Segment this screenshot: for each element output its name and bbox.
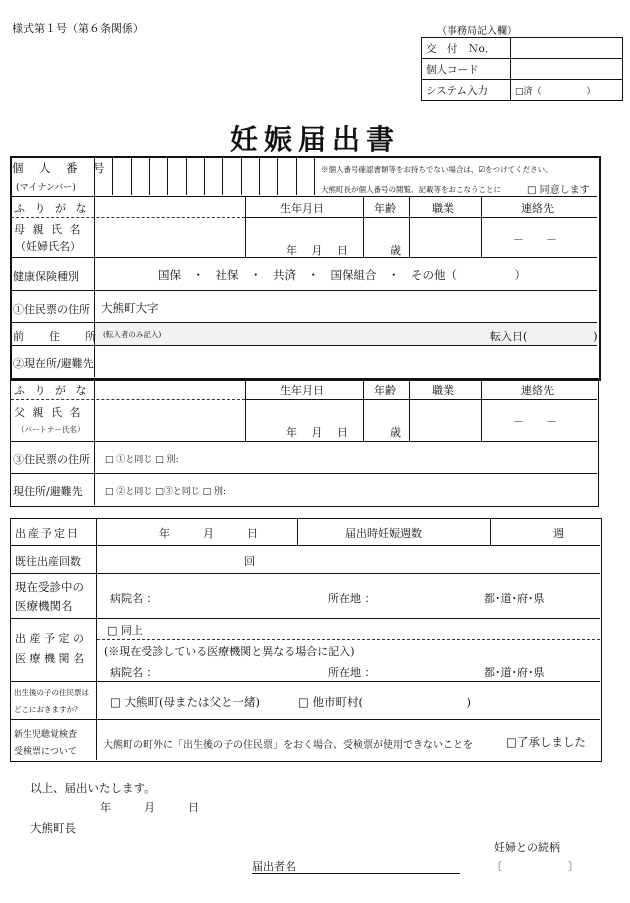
delivery-number-field[interactable] (511, 38, 623, 59)
page-title: 妊娠届出書 (229, 123, 400, 156)
address3-label: ③住民票の住所 (13, 453, 90, 466)
father-birthdate-header: 生年月日 (280, 384, 324, 397)
office-row-label: 交 付 Ｎo． (422, 38, 511, 59)
occupation-header: 職業 (432, 202, 454, 215)
consent-text: 大熊町長が個人番号の閲覧、記載等をおこなうことに (321, 185, 501, 194)
hearing-test-label: 新生児聴覚検査 (14, 730, 78, 740)
office-row-label: システム入力 (422, 80, 511, 101)
other-city-option-checkbox[interactable]: □ 他市町村( ) (298, 695, 471, 709)
birthdate-header: 生年月日 (280, 202, 324, 215)
due-date-field[interactable]: 年 月 日 (159, 527, 258, 540)
mother-name-label: 母 親 氏 名 (14, 223, 83, 236)
child-residence-label-2: どこにおきますか？ (14, 705, 82, 714)
current-address-label: 現住所/避難先 (13, 485, 83, 498)
system-input-field[interactable]: □済（ ） (511, 80, 623, 101)
birth-info-section (10, 518, 602, 762)
planned-prefecture-field[interactable]: 都･道･府･県 (484, 666, 545, 679)
due-date-label: 出産予定日 (15, 527, 80, 540)
mynumber-sub-label: (マイナンバー) (16, 183, 76, 193)
child-residence-label: 出生後の子の住民票は (14, 688, 89, 697)
hearing-test-text: 大熊町の町外に「出生後の子の住民票」をおく場合、受検票が使用できないことを (103, 740, 473, 751)
office-row-label: 個人コード (422, 59, 511, 80)
current-location-field[interactable]: 所在地 ： (328, 592, 376, 605)
father-occupation-header: 職業 (432, 384, 454, 397)
father-birthdate-field[interactable]: 年 月 日 (286, 426, 348, 439)
planned-clinic-label-2: 医 療 機 関 名 (15, 652, 84, 665)
move-in-date-field[interactable]: 転入日( ) (490, 330, 598, 343)
planned-hospital-field[interactable]: 病院名 ： (110, 666, 158, 679)
address1-label: ①住民票の住所 (13, 303, 90, 316)
age-header: 年齢 (374, 202, 396, 215)
address2-label: ②現在所/避難先 (13, 357, 94, 370)
father-age-header: 年齢 (374, 384, 396, 397)
weeks-field[interactable]: 週 (553, 527, 564, 540)
relation-field[interactable]: 〔 〕 (491, 860, 579, 873)
relation-label: 妊婦との続柄 (494, 841, 560, 854)
current-clinic-label-2: 医療機関名 (15, 599, 73, 613)
address1-field[interactable]: 大熊町大字 (101, 301, 159, 315)
prev-address-note: (転入者のみ記入) (103, 330, 162, 339)
applicant-label: 届出者名 (252, 860, 296, 873)
father-contact-field[interactable]: － － (513, 415, 557, 428)
okuma-option-checkbox[interactable]: □ 大熊町(母または父と一緒) (110, 695, 260, 709)
mother-birthdate-field[interactable]: 年 月 日 (286, 244, 348, 257)
father-name-label: 父 親 氏 名 (14, 406, 83, 419)
insurance-options[interactable]: 国保 ・ 社保 ・ 共済 ・ 国保組合 ・ その他（ ） (158, 268, 526, 282)
father-name-field[interactable] (95, 400, 245, 441)
office-use-table (421, 37, 623, 101)
office-use-caption: （事務局記入欄） (437, 26, 517, 37)
office-row (422, 38, 623, 59)
father-contact-header: 連絡先 (521, 384, 554, 397)
prev-address-label: 前 住 所 (13, 330, 97, 343)
addressee-text: 大熊町長 (30, 821, 76, 835)
declaration-text: 以上、届出いたします。 (30, 781, 156, 795)
father-name-sub-label: （パートナー氏名） (17, 425, 85, 434)
current-address-options[interactable]: □ ②と同じ □③と同じ □ 別: (105, 487, 226, 497)
different-clinic-note: (※現在受診している医療機関と異なる場合に記入) (104, 645, 355, 658)
mother-contact-field[interactable]: － － (513, 233, 557, 246)
father-occupation-field[interactable] (410, 400, 481, 441)
office-row (422, 80, 623, 101)
father-age-field[interactable]: 歳 (390, 426, 401, 439)
personal-code-field[interactable] (511, 59, 623, 80)
office-row (422, 59, 623, 80)
address2-field[interactable] (95, 346, 597, 376)
form-number: 様式第１号（第６条関係） (12, 22, 144, 35)
current-clinic-label: 現在受診中の (15, 580, 84, 594)
prev-births-label: 既往出産回数 (15, 555, 81, 568)
mother-occupation-field[interactable] (410, 218, 481, 257)
planned-location-field[interactable]: 所在地 ： (328, 666, 376, 679)
hearing-test-label-2: 受検票について (14, 747, 77, 757)
current-prefecture-field[interactable]: 都･道･府･県 (484, 592, 545, 605)
applicant-signature-line[interactable] (252, 873, 460, 874)
declaration-date-field[interactable]: 年 月 日 (100, 801, 199, 814)
mother-name-field[interactable] (95, 218, 245, 257)
consent-checkbox[interactable]: □ 同意します (527, 185, 590, 196)
contact-header: 連絡先 (521, 202, 554, 215)
furigana-label: ふ り が な (14, 202, 90, 215)
father-furigana-label: ふ り が な (14, 384, 90, 397)
weeks-label: 届出時妊娠週数 (345, 527, 422, 540)
planned-clinic-label: 出 産 予 定 の (15, 632, 84, 645)
mynumber-label: 個 人 番 号 (12, 161, 107, 175)
current-hospital-field[interactable]: 病院名 ： (110, 592, 158, 605)
mother-age-field[interactable]: 歳 (390, 244, 401, 257)
address3-options[interactable]: □ ①と同じ □ 別: (105, 455, 179, 465)
mynumber-boxes[interactable] (95, 157, 315, 195)
mynumber-note: ※個人番号確認書類等をお持ちでない場合は、☑をつけてください。 (321, 165, 553, 174)
hearing-acknowledge-checkbox[interactable]: □了承しました (506, 735, 586, 749)
insurance-label: 健康保険種別 (13, 270, 79, 283)
same-as-above-checkbox[interactable]: □ 同上 (107, 624, 143, 637)
prev-births-field[interactable]: 回 (244, 555, 255, 568)
mother-name-sub-label: （妊婦氏名） (15, 240, 81, 253)
